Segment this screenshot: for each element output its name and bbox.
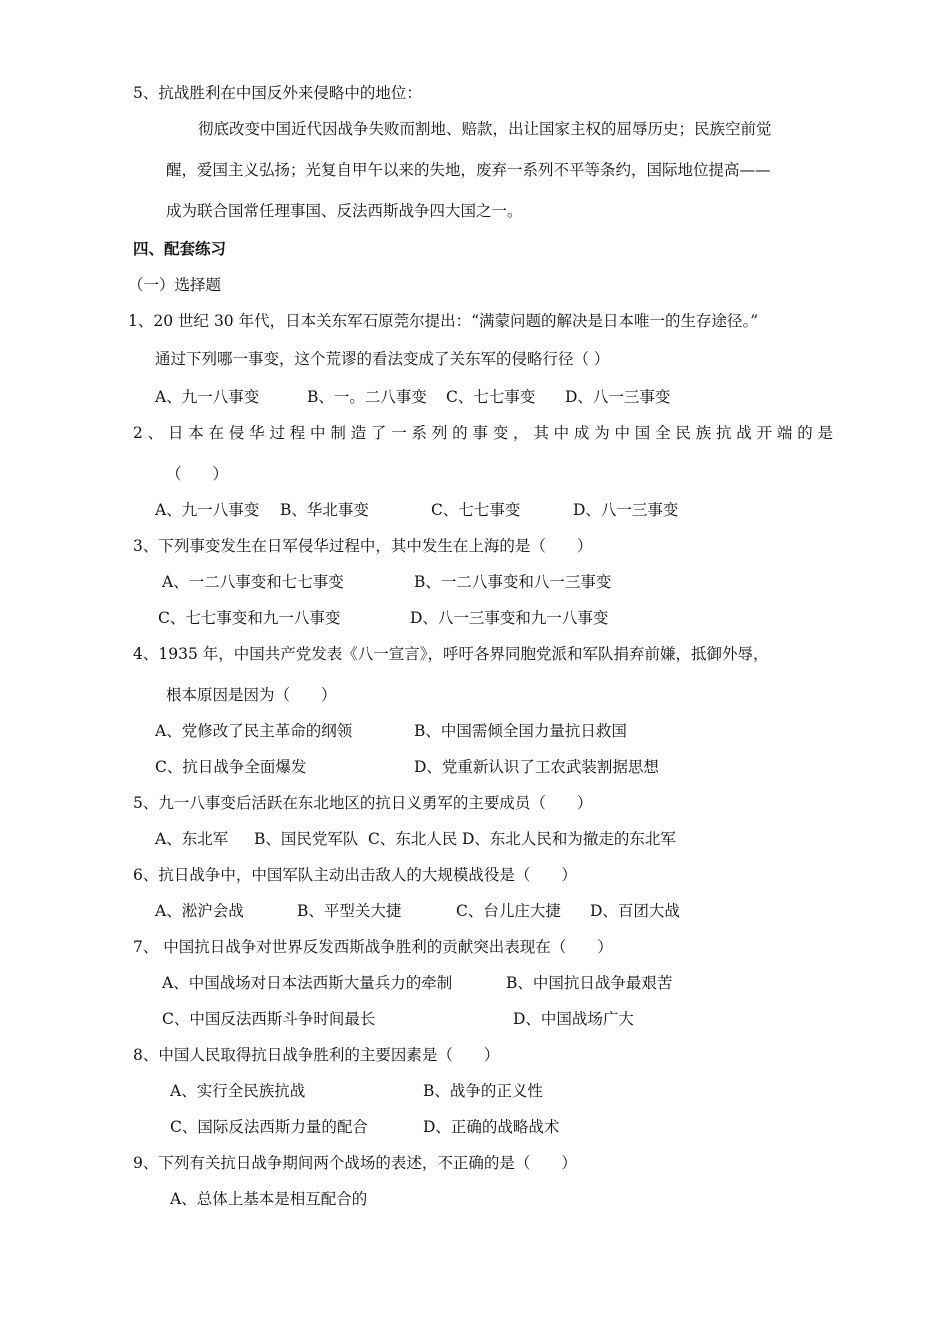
question-5-option-d: D、东北人民和为撤走的东北军 [462, 830, 676, 848]
question-3-option-d: D、八一三事变和九一八事变 [410, 609, 609, 627]
question-2-option-a: A、九一八事变 [155, 501, 260, 519]
question-2-stem-cont: （ ） [166, 465, 229, 483]
item5-paragraph-line-1: 彻底改变中国近代因战争失败而割地、赔款，出让国家主权的屈辱历史；民族空前觉 [198, 120, 772, 138]
question-5-stem: 5、九一八事变后活跃在东北地区的抗日义勇军的主要成员（ ） [133, 794, 593, 812]
question-8-option-d: D、正确的战略战术 [423, 1118, 560, 1136]
question-6-option-a: A、淞沪会战 [155, 902, 244, 920]
question-2-option-d: D、八一三事变 [573, 501, 679, 519]
question-3-option-b: B、一二八事变和八一三事变 [414, 573, 612, 591]
question-5-option-a: A、东北军 [155, 830, 229, 848]
question-2-option-b: B、华北事变 [280, 501, 369, 519]
question-1-option-a: A、九一八事变 [155, 388, 260, 406]
section-title: 四、配套练习 [133, 240, 227, 258]
question-2-option-c: C、七七事变 [431, 501, 521, 519]
question-4-stem: 4、1935 年，中国共产党发表《八一宣言》，呼吁各界同胞党派和军队捐弃前嫌，抵御外辱， [133, 645, 769, 663]
subsection-title: （一）选择题 [128, 276, 222, 294]
question-4-option-b: B、中国需倾全国力量抗日救国 [414, 722, 627, 740]
question-1-option-b: B、一。二八事变 [307, 388, 427, 406]
question-3-option-c: C、七七事变和九一八事变 [158, 609, 341, 627]
question-7-option-b: B、中国抗日战争最艰苦 [506, 974, 673, 992]
question-4-option-c: C、抗日战争全面爆发 [155, 758, 307, 776]
question-6-option-d: D、百团大战 [590, 902, 680, 920]
question-6-option-b: B、平型关大捷 [297, 902, 402, 920]
question-8-stem: 8、中国人民取得抗日战争胜利的主要因素是（ ） [133, 1046, 500, 1064]
item5-paragraph-line-3: 成为联合国常任理事国、反法西斯战争四大国之一。 [166, 202, 523, 220]
question-4-option-d: D、党重新认识了工农武装割据思想 [414, 758, 659, 776]
question-6-stem: 6、抗日战争中，中国军队主动出击敌人的大规模战役是（ ） [133, 866, 577, 884]
question-2-stem: 2、日本在侵华过程中制造了一系列的事变，其中成为中国全民族抗战开端的是 [133, 424, 833, 442]
question-1-option-d: D、八一三事变 [565, 388, 671, 406]
question-7-stem: 7、 中国抗日战争对世界反发西斯战争胜利的贡献突出表现在（ ） [133, 938, 613, 956]
question-5-option-c: C、东北人民 [368, 830, 458, 848]
question-5-option-b: B、国民党军队 [254, 830, 359, 848]
question-9-option-a: A、总体上基本是相互配合的 [170, 1190, 368, 1208]
question-6-option-c: C、台儿庄大捷 [456, 902, 561, 920]
question-1-stem-cont: 通过下列哪一事变，这个荒谬的看法变成了关东军的侵略行径（ ） [155, 350, 610, 368]
question-7-option-a: A、中国战场对日本法西斯大量兵力的牵制 [162, 974, 453, 992]
question-3-option-a: A、一二八事变和七七事变 [162, 573, 344, 591]
item5-heading: 5、抗战胜利在中国反外来侵略中的地位： [133, 84, 422, 102]
question-4-option-a: A、党修改了民主革命的纲领 [155, 722, 353, 740]
item5-paragraph-line-2: 醒，爱国主义弘扬；光复自甲午以来的失地，废弃一系列不平等条约，国际地位提高—— [166, 161, 771, 179]
question-8-option-b: B、战争的正义性 [423, 1082, 543, 1100]
question-1-option-c: C、七七事变 [446, 388, 536, 406]
question-4-stem-cont: 根本原因是因为（ ） [166, 686, 337, 704]
question-9-stem: 9、下列有关抗日战争期间两个战场的表述，不正确的是（ ） [133, 1154, 577, 1172]
question-3-stem: 3、下列事变发生在日军侵华过程中，其中发生在上海的是（ ） [133, 537, 593, 555]
question-7-option-d: D、中国战场广大 [513, 1010, 634, 1028]
question-8-option-c: C、国际反法西斯力量的配合 [170, 1118, 368, 1136]
question-7-option-c: C、中国反法西斯斗争时间最长 [162, 1010, 376, 1028]
question-8-option-a: A、实行全民族抗战 [170, 1082, 306, 1100]
question-1-stem: 1、20 世纪 30 年代，日本关东军石原莞尔提出：“满蒙问题的解决是日本唯一的生存途径。” [128, 312, 759, 330]
